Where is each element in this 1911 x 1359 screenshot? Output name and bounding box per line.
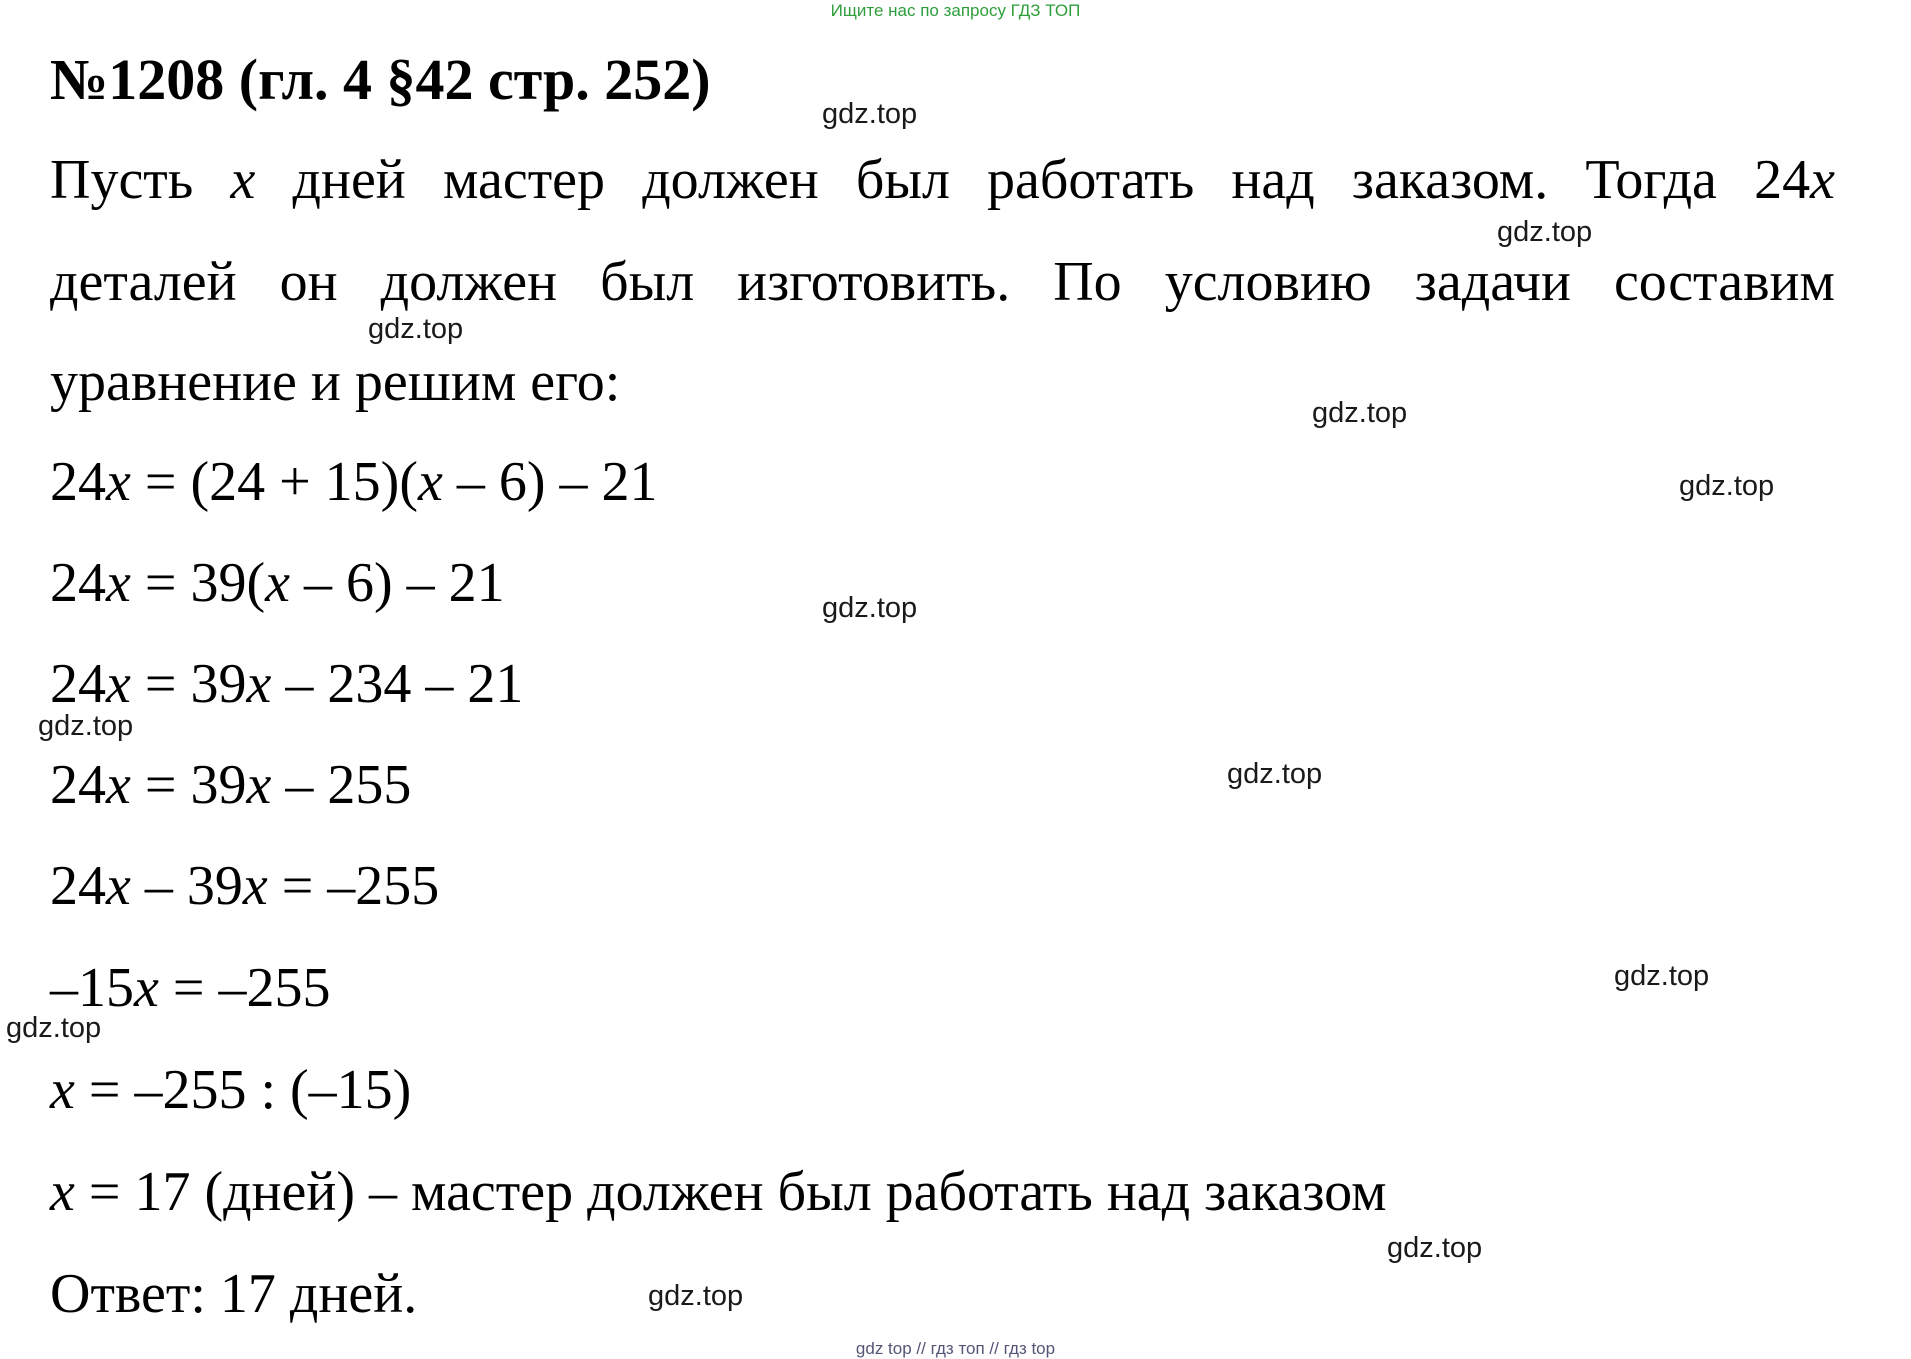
watermark: gdz.top: [1387, 1232, 1483, 1264]
watermark: gdz.top: [648, 1280, 744, 1312]
watermark: gdz.top: [368, 313, 464, 345]
watermark: gdz.top: [1312, 397, 1408, 429]
watermark: gdz.top: [1227, 758, 1323, 790]
equation-7: x = –255 : (–15): [50, 1059, 412, 1121]
top-banner: Ищите нас по запросу ГДЗ ТОП: [830, 1, 1081, 20]
paragraph-line-1: Пусть x дней мастер должен был работать над заказом. Тогда 24x: [50, 149, 1835, 211]
answer: Ответ: 17 дней.: [50, 1263, 418, 1325]
watermark: gdz.top: [822, 98, 918, 130]
watermark: gdz.top: [1497, 216, 1593, 248]
watermark: gdz.top: [6, 1012, 102, 1044]
equation-4: 24x = 39x – 255: [50, 754, 412, 816]
equation-3: 24x = 39x – 234 – 21: [50, 653, 524, 715]
bottom-banner: gdz top // гдз топ // гдз top: [855, 1339, 1056, 1358]
equation-1: 24x = (24 + 15)(x – 6) – 21: [50, 451, 658, 513]
equation-8: x = 17 (дней) – мастер должен был работать над заказом: [50, 1161, 1387, 1223]
watermark: gdz.top: [1679, 470, 1775, 502]
paragraph-line-2: деталей он должен был изготовить. По условию задачи составим: [50, 251, 1835, 313]
page-title: №1208 (гл. 4 §42 стр. 252): [50, 47, 711, 112]
watermark: gdz.top: [38, 710, 134, 742]
equation-2: 24x = 39(x – 6) – 21: [50, 552, 505, 614]
equation-6: –15x = –255: [50, 957, 331, 1019]
watermark: gdz.top: [1614, 960, 1710, 992]
equation-5: 24x – 39x = –255: [50, 855, 440, 917]
paragraph-line-3: уравнение и решим его:: [50, 351, 621, 413]
watermark: gdz.top: [822, 592, 918, 624]
